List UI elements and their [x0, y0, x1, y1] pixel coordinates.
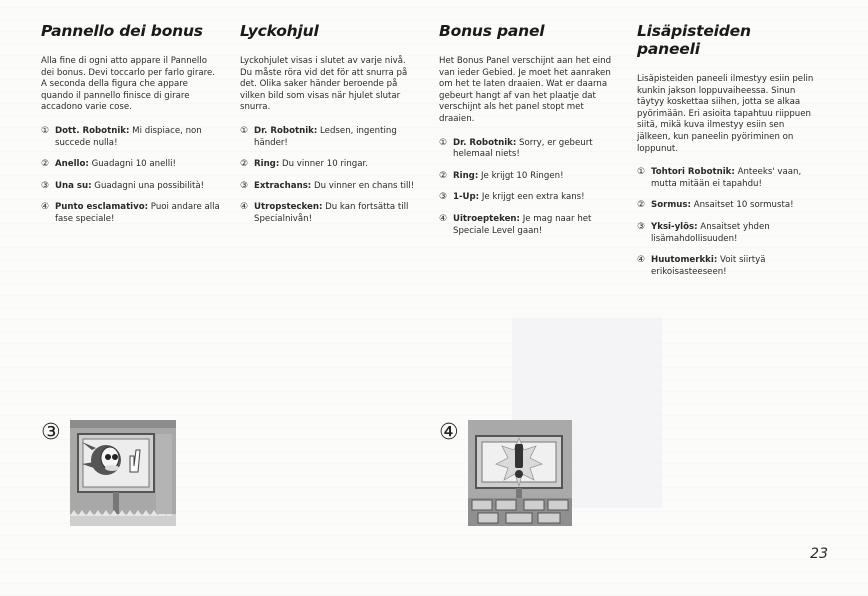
- item-number: ②: [41, 159, 50, 170]
- item-term: Punto esclamativo:: [55, 202, 149, 213]
- item-number: ③: [240, 180, 249, 191]
- item-term: Dr. Robotnik:: [453, 137, 517, 148]
- item-term: Ring:: [254, 159, 280, 170]
- intro-paragraph: Lisäpisteiden paneeli ilmestyy esiin pelin kunkin jakson loppuvaiheessa. Sinun täytyy koskettaa siihen, jotta se alkaa pyörimään. Eri asioita tapahtuu riippuen siitä, mikä kuva ilmestyy esiin sen jälkeen, kun paneelin pyöriminen on loppunut.: [637, 74, 814, 154]
- list-item: [439, 138, 619, 161]
- section-title: Bonus panel: [439, 22, 545, 40]
- item-number: ③: [439, 192, 448, 203]
- item-text: Ledsen, ingenting händer!: [254, 125, 397, 148]
- intro-paragraph: Lyckohjulet visas i slutet av varje nivå. Du måste röra vid det för att snurra på det. Olika saker händer beroende på vilken bild som visas när hjulet slutar snurra.: [240, 56, 408, 113]
- item-number: ②: [439, 170, 448, 181]
- list-item: [41, 126, 221, 149]
- item-text: Sorry, er gebeurt helemaal niets!: [453, 137, 593, 160]
- list-item: [41, 181, 221, 193]
- column-italian: [41, 22, 221, 236]
- exclamation-panel-screenshot: [468, 420, 572, 526]
- section-title: Pannello dei bonus: [41, 22, 203, 40]
- item-term: Yksi-ylös:: [651, 221, 698, 232]
- item-term: Extrachans:: [254, 180, 312, 191]
- item-term: Dr. Robotnik:: [254, 125, 318, 136]
- oneup-panel-screenshot: [70, 420, 176, 526]
- item-text: Je krijgt een extra kans!: [479, 192, 585, 203]
- figure-label: ③: [41, 420, 61, 445]
- item-number: ④: [41, 202, 50, 213]
- item-number: ②: [637, 200, 646, 211]
- intro-paragraph: Het Bonus Panel verschijnt aan het eind van ieder Gebied. Je moet het aanraken om het te laten draaien. Wat er daarna gebeurt hangt af van het plaatje dat verschijnt als het panel stopt met draaien.: [439, 56, 612, 124]
- oneup-panel-image: [70, 420, 176, 526]
- exclamation-panel-image: [468, 420, 572, 526]
- item-text: Anteeks' vaan, mutta mitään ei tapahdu!: [651, 167, 802, 189]
- item-number: ②: [240, 159, 249, 170]
- list-item: [240, 181, 420, 193]
- bonus-list: [439, 138, 619, 238]
- section-title: Lyckohjul: [240, 22, 319, 40]
- item-number: ①: [439, 137, 448, 148]
- item-text: Guadagni una possibilità!: [91, 180, 205, 191]
- page-number: 23: [810, 546, 828, 562]
- item-number: ①: [637, 167, 646, 178]
- item-number: ①: [240, 125, 249, 136]
- intro-paragraph: Alla fine di ogni atto appare il Pannello dei bonus. Devi toccarlo per farlo girare. A seconda della figura che appare quando il pannello finisce di girare accadono varie cose.: [41, 56, 215, 113]
- item-number: ③: [41, 180, 50, 191]
- item-number: ①: [41, 125, 50, 136]
- bonus-list: [637, 167, 817, 278]
- list-item: [439, 171, 619, 183]
- section-title: Lisäpisteiden paneeli: [637, 22, 751, 58]
- item-text: Du vinner 10 ringar.: [279, 159, 368, 170]
- list-item: [637, 200, 817, 212]
- item-text: Du kan fortsätta till Specialnivån!: [254, 202, 409, 224]
- item-term: Huutomerkki:: [651, 255, 718, 266]
- list-item: [637, 255, 817, 278]
- item-term: Tohtori Robotnik:: [651, 167, 735, 178]
- list-item: [41, 159, 221, 171]
- item-term: 1-Up:: [453, 192, 480, 203]
- item-number: ④: [240, 202, 249, 213]
- item-number: ④: [439, 213, 448, 224]
- item-text: Mi dispiace, non succede nulla!: [55, 125, 202, 148]
- list-item: [439, 192, 619, 204]
- list-item: [240, 126, 420, 149]
- column-dutch: [439, 22, 619, 247]
- list-item: [240, 159, 420, 171]
- column-finnish: [637, 22, 817, 288]
- item-term: Uitroepteken:: [453, 213, 520, 224]
- column-swedish: [240, 22, 420, 236]
- list-item: [439, 214, 619, 237]
- item-term: Anello:: [55, 159, 89, 170]
- list-item: [637, 167, 817, 190]
- list-item: [240, 202, 420, 225]
- item-term: Dott. Robotnik:: [55, 125, 130, 136]
- item-text: Puoi andare alla fase speciale!: [55, 202, 220, 224]
- item-text: Du vinner en chans till!: [311, 180, 415, 191]
- item-number: ③: [637, 221, 646, 232]
- item-text: Ansaitset 10 sormusta!: [690, 200, 794, 211]
- item-number: ④: [637, 255, 646, 266]
- bonus-list: [41, 126, 221, 226]
- item-term: Ring:: [453, 170, 479, 181]
- list-item: [637, 222, 817, 245]
- item-text: Guadagni 10 anelli!: [88, 159, 176, 170]
- item-text: Je krijgt 10 Ringen!: [478, 170, 564, 181]
- list-item: [41, 202, 221, 225]
- figure-label: ④: [439, 420, 459, 445]
- item-text: Je mag naar het Speciale Level gaan!: [453, 213, 592, 236]
- item-term: Utropstecken:: [254, 202, 323, 213]
- bonus-list: [240, 126, 420, 226]
- item-text: Ansaitset yhden lisämahdollisuuden!: [651, 221, 770, 244]
- item-term: Sormus:: [651, 200, 691, 211]
- item-text: Voit siirtyä erikoisasteeseen!: [651, 255, 766, 277]
- item-term: Una su:: [55, 180, 92, 191]
